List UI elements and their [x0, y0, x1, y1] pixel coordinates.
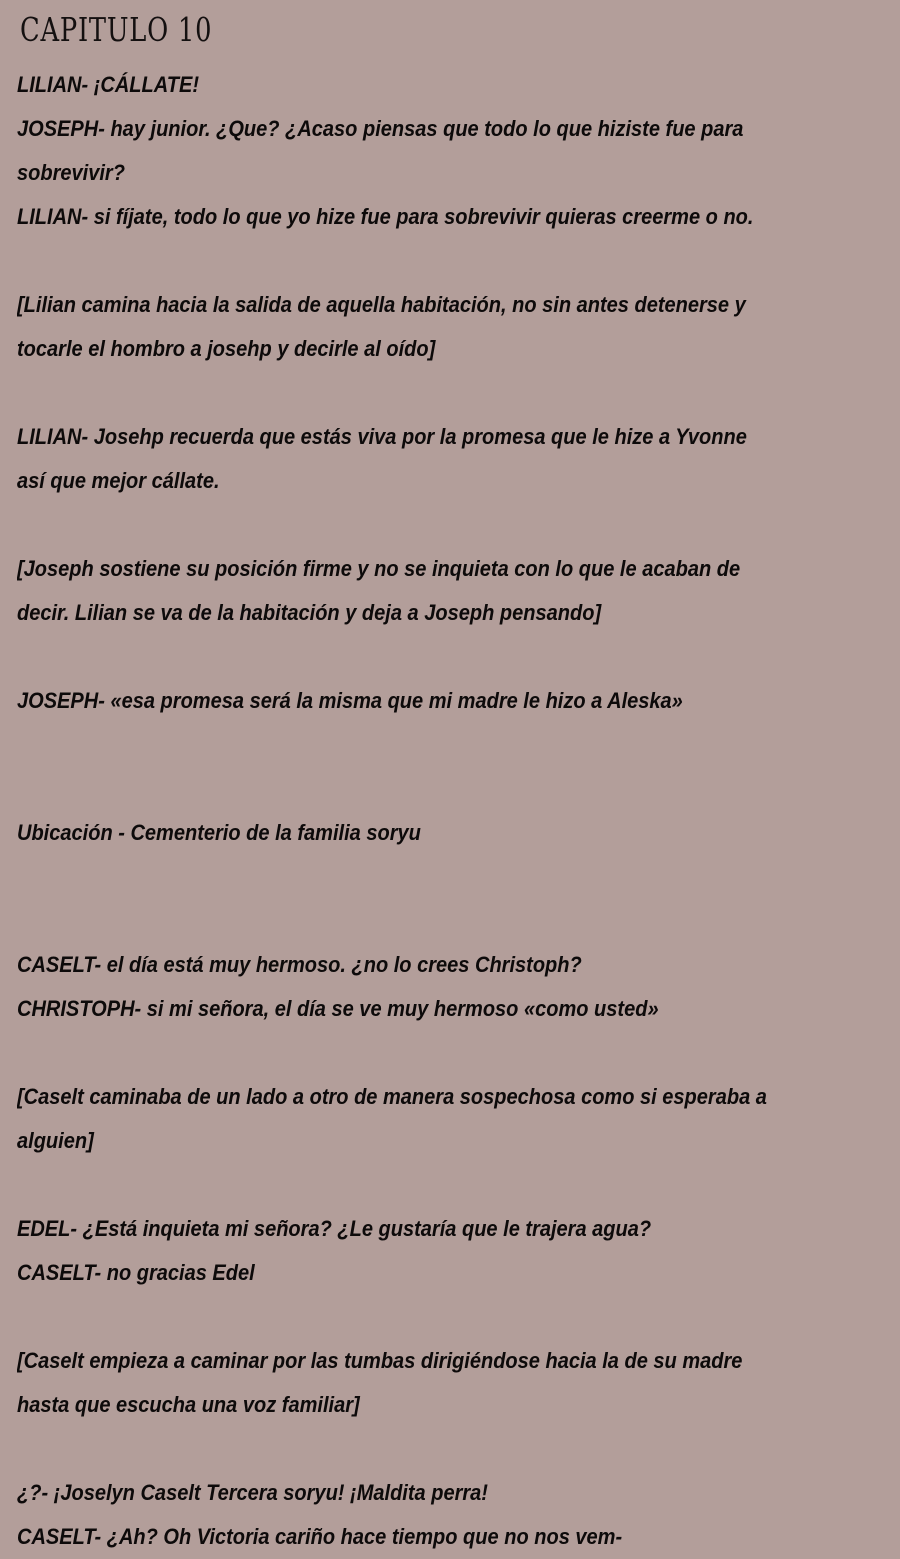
story-line: [Joseph sostiene su posición firme y no se inquieta con lo que le acaban de [17, 556, 741, 581]
story-line: CASELT- no gracias Edel [17, 1260, 255, 1285]
blank-line [17, 855, 887, 899]
story-line: sobrevivir? [17, 160, 125, 185]
blank-line [17, 1295, 887, 1339]
story-line: JOSEPH- hay junior. ¿Que? ¿Acaso piensas que todo lo que hiziste fue para [17, 116, 744, 141]
story-line: CASELT- el día está muy hermoso. ¿no lo crees Christoph? [17, 952, 582, 977]
chapter-title: CAPITULO 10 [20, 10, 213, 49]
story-line: LILIAN- si fíjate, todo lo que yo hize fue para sobrevivir quieras creerme o no. [17, 204, 754, 229]
story-line: así que mejor cállate. [17, 468, 220, 493]
blank-line [17, 635, 887, 679]
blank-line [17, 1163, 887, 1207]
story-line: LILIAN- Josehp recuerda que estás viva por la promesa que le hize a Yvonne [17, 424, 747, 449]
blank-line [17, 1427, 887, 1471]
blank-line [17, 767, 887, 811]
blank-line [17, 899, 887, 943]
story-line: LILIAN- ¡CÁLLATE! [17, 72, 199, 97]
story-line: EDEL- ¿Está inquieta mi señora? ¿Le gustaría que le trajera agua? [17, 1216, 652, 1241]
blank-line [17, 371, 887, 415]
story-line: JOSEPH- «esa promesa será la misma que mi madre le hizo a Aleska» [17, 688, 683, 713]
story-line: CHRISTOPH- si mi señora, el día se ve muy hermoso «como usted» [17, 996, 659, 1021]
story-line: hasta que escucha una voz familiar] [17, 1392, 360, 1417]
story-line: [Caselt caminaba de un lado a otro de manera sospechosa como si esperaba a [17, 1084, 767, 1109]
blank-line [17, 1031, 887, 1075]
story-line: [Lilian camina hacia la salida de aquella habitación, no sin antes detenerse y [17, 292, 746, 317]
story-line: ¿?- ¡Joselyn Caselt Tercera soryu! ¡Maldita perra! [17, 1480, 488, 1505]
story-line: [Caselt empieza a caminar por las tumbas dirigiéndose hacia la de su madre [17, 1348, 743, 1373]
story-line: CASELT- ¿Ah? Oh Victoria cariño hace tiempo que no nos vem- [17, 1524, 623, 1549]
story-line: alguien] [17, 1128, 94, 1153]
blank-line [17, 723, 887, 767]
blank-line [17, 503, 887, 547]
story-line: tocarle el hombro a josehp y decirle al oído] [17, 336, 436, 361]
story-line: decir. Lilian se va de la habitación y deja a Joseph pensando] [17, 600, 602, 625]
story-text [17, 63, 887, 1559]
story-line: Ubicación - Cementerio de la familia soryu [17, 820, 421, 845]
blank-line [17, 239, 887, 283]
